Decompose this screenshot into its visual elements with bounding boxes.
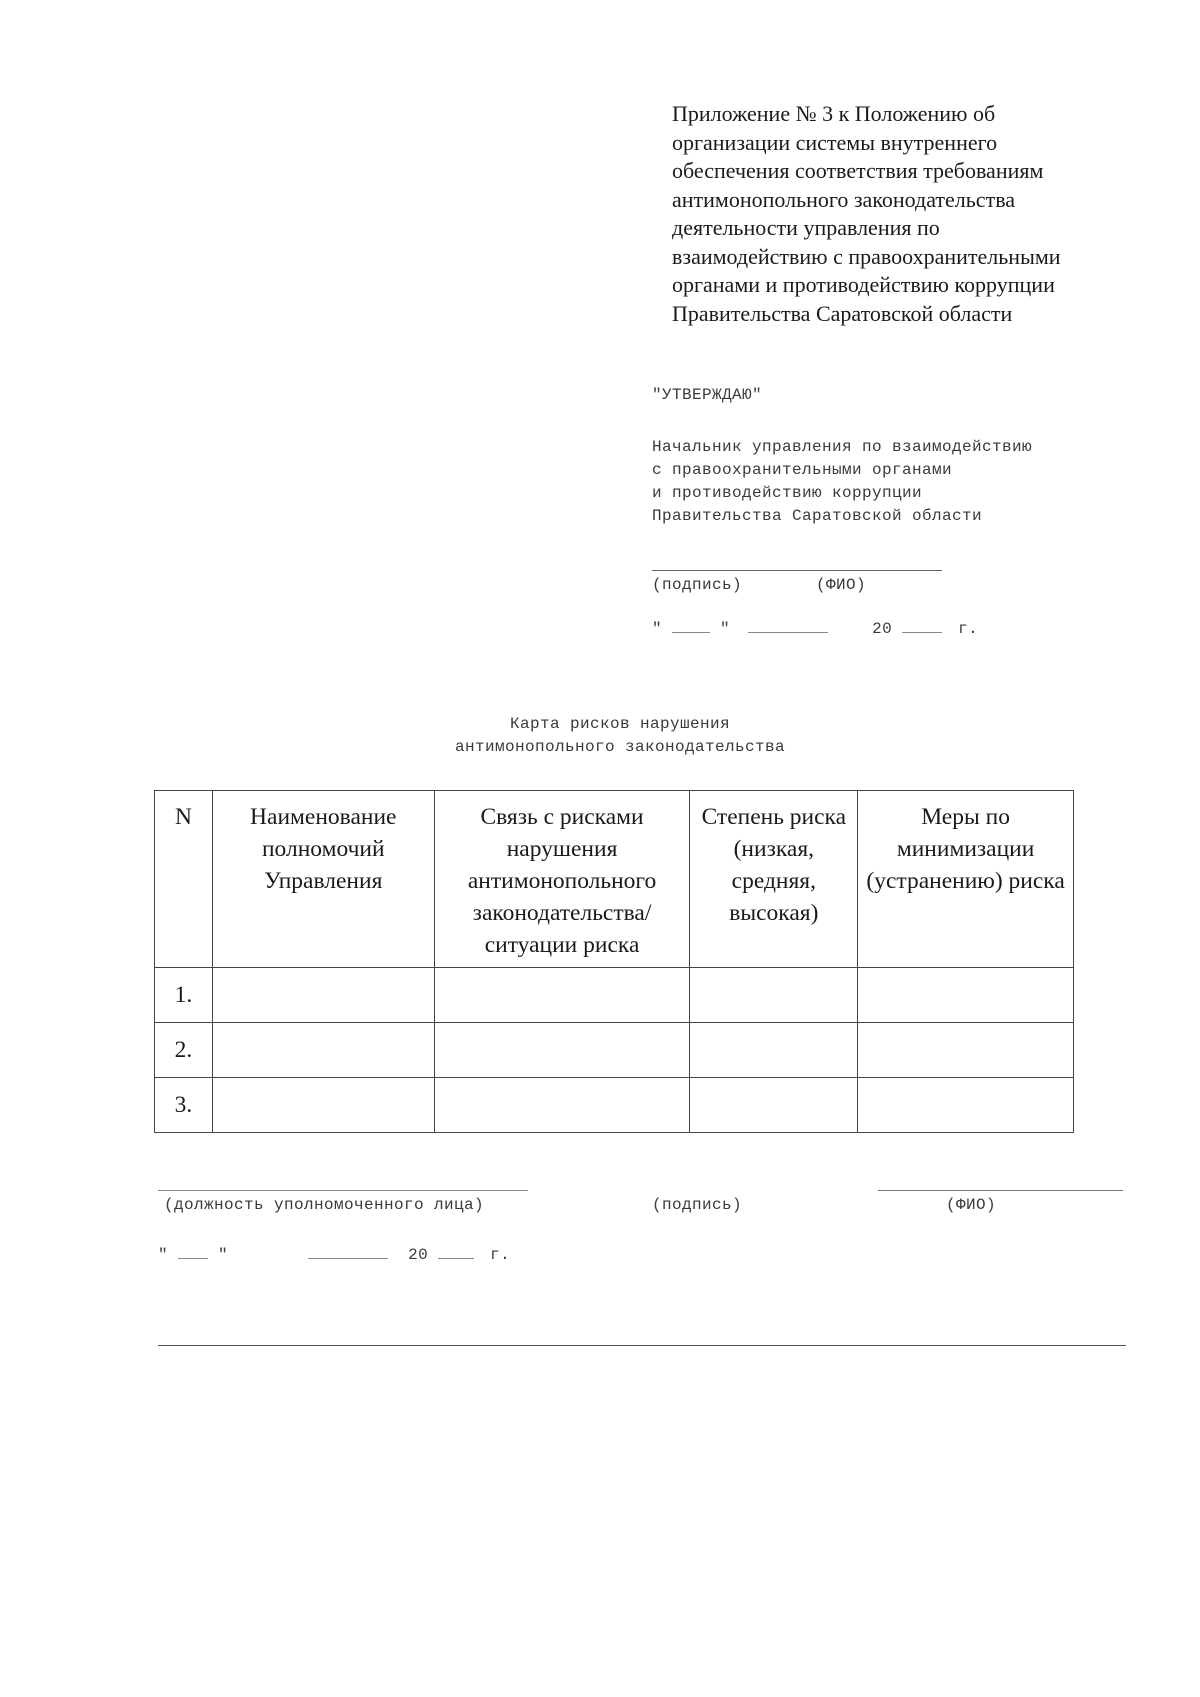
table-header-row (155, 791, 1074, 968)
cell-risk-degree[interactable] (690, 1023, 858, 1078)
table-row (155, 1023, 1074, 1078)
appendix-line: взаимодействию с правоохранительными (672, 243, 1061, 269)
name-caption: (ФИО) (816, 576, 867, 594)
cell-authority-name[interactable] (212, 1023, 434, 1078)
year-prefix: 20 (408, 1246, 429, 1264)
year-prefix: 20 (872, 620, 893, 638)
table-row (155, 1078, 1074, 1133)
approval-signature-line[interactable] (652, 570, 942, 571)
month-blank[interactable] (748, 631, 828, 633)
cell-authority-name[interactable] (212, 968, 434, 1023)
appendix-line: деятельности управления по (672, 215, 940, 240)
day-blank[interactable] (178, 1257, 208, 1259)
year-blank[interactable] (902, 631, 942, 633)
approver-position-line: с правоохранительными органами (652, 461, 953, 479)
date-open-quote: " (158, 1246, 169, 1264)
cell-measures[interactable] (858, 1023, 1074, 1078)
table-row (155, 968, 1074, 1023)
document-title (300, 713, 940, 759)
year-blank[interactable] (438, 1257, 474, 1259)
row-number: 1. (155, 968, 213, 1023)
cell-measures[interactable] (858, 968, 1074, 1023)
signature-caption: (подпись) (652, 1196, 743, 1214)
header-risk-link: Связь с рисками нарушения антимонопольного законодательства/ситуации риска (434, 791, 690, 968)
row-number: 2. (155, 1023, 213, 1078)
name-signature-line[interactable] (878, 1190, 1123, 1191)
header-number: N (155, 791, 213, 968)
date-open-quote: " (652, 620, 663, 638)
month-blank[interactable] (308, 1257, 388, 1259)
cell-measures[interactable] (858, 1078, 1074, 1133)
approval-date (652, 620, 978, 638)
header-risk-degree: Степень риска (низкая, средняя, высокая) (690, 791, 858, 968)
row-number: 3. (155, 1078, 213, 1133)
cell-risk-link[interactable] (434, 968, 690, 1023)
year-suffix: г. (490, 1246, 511, 1264)
date-close-quote: " (720, 620, 731, 638)
year-suffix: г. (958, 620, 979, 638)
cell-risk-link[interactable] (434, 1078, 690, 1133)
approval-signature-captions (652, 576, 866, 594)
name-caption: (ФИО) (946, 1196, 997, 1214)
cell-authority-name[interactable] (212, 1078, 434, 1133)
footer-date (158, 1246, 510, 1264)
signature-caption: (подпись) (652, 576, 743, 594)
approval-title: "УТВЕРЖДАЮ" (652, 386, 763, 404)
appendix-line: органами и противодействию коррупции (672, 272, 1055, 297)
appendix-line: Правительства Саратовской области (672, 300, 1013, 326)
document-title-line: антимонопольного законодательства (454, 738, 786, 756)
appendix-line: организации системы внутреннего (672, 129, 998, 155)
approver-position-line: Правительства Саратовской области (652, 507, 983, 525)
cell-risk-degree[interactable] (690, 1078, 858, 1133)
appendix-line: антимонопольного законодательства (672, 186, 1016, 212)
appendix-line: Приложение № 3 к Положению об (672, 101, 996, 126)
approver-position-line: и противодействию коррупции (652, 484, 923, 502)
day-blank[interactable] (672, 631, 710, 633)
approver-position (652, 436, 1032, 528)
position-signature-line[interactable] (158, 1190, 528, 1191)
appendix-header (672, 100, 1152, 328)
header-minimization-measures: Меры по минимизации (устранению) риска (858, 791, 1074, 968)
header-authority-name: Наименование полномочий Управления (212, 791, 434, 968)
cell-risk-degree[interactable] (690, 968, 858, 1023)
appendix-line: обеспечения соответствия требованиям (672, 158, 1044, 183)
bottom-divider (158, 1345, 1126, 1346)
position-caption: (должность уполномоченного лица) (164, 1196, 485, 1214)
risk-map-table (154, 790, 1074, 1133)
cell-risk-link[interactable] (434, 1023, 690, 1078)
document-title-line: Карта рисков нарушения (509, 715, 731, 733)
date-close-quote: " (218, 1246, 229, 1264)
approver-position-line: Начальник управления по взаимодействию (652, 438, 1033, 456)
